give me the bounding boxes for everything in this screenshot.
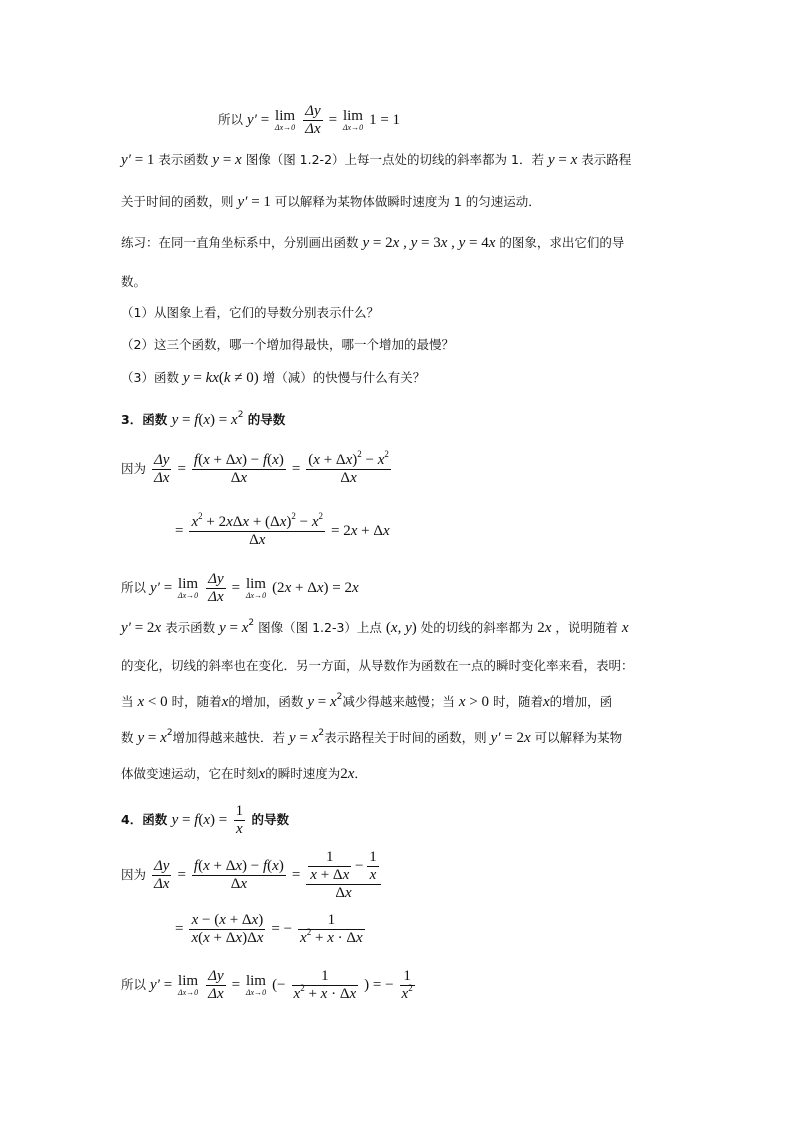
paragraph-line: 的变化，切线的斜率也在变化．另一方面，从导数作为函数在一点的瞬时变化率来看，表明： <box>121 658 634 673</box>
formula-difference-quotient: 因为 $\frac{\Delta y}{\Delta x}$ = $\frac{f(x + \Delta x) - f(x)}{\Delta x}$ = $\frac{(x + \Delta x)^2 - x^2}{\Delta x}$ <box>121 449 389 486</box>
paragraph-line: 数 $y = x^2$增加得越来越快．若 $y = x^2$表示路程关于时间的函数，则 y′ = 2x 可以解释为某物 <box>121 728 623 746</box>
section-heading-4: 4．函数 y = f(x) = $\frac{1}{x}$ 的导数 <box>121 803 289 837</box>
paragraph-line: 当 x < 0 时，随着x的增加，函数 $y = x^2$减少得越来越慢；当 x > 0 时，随着x的增加，函 <box>121 692 613 710</box>
paragraph-line: 体做变速运动，它在时刻x的瞬时速度为2x． <box>121 766 367 782</box>
paragraph-line: y′ = 2x 表示函数 $y = x^2$ 图像（图 1.2-3）上点 (x, y) 处的切线的斜率都为 2x ，说明随着 x <box>121 618 629 636</box>
question-1: （1）从图象上看，它们的导数分别表示什么？ <box>121 305 379 320</box>
formula-line-limit-3: 所以 y′ = lim Δx→0 $\frac{\Delta y}{\Delta x}$ = lim Δx→0 (− $\frac{1}{x^2 + x \cdot \Delta x}$ ) = − $\frac{1}{x^2}$ <box>121 968 413 1002</box>
formula-line-limit-2: 所以 y′ = lim Δx→0 $\frac{\Delta y}{\Delta x}$ = lim Δx→0 (2x + Δx) = 2x <box>121 571 359 605</box>
exercise-line: 数。 <box>121 274 147 289</box>
paragraph-line: y′ = 1 表示函数 y = x 图像（图 1.2-2）上每一点处的切线的斜率都为 1．若 y = x 表示路程 <box>121 152 632 168</box>
question-2: （2）这三个函数，哪一个增加得最快，哪一个增加的最慢？ <box>121 337 454 352</box>
formula-difference-quotient-2: 因为 $\frac{\Delta y}{\Delta x}$ = $\frac{f(x + \Delta x) - f(x)}{\Delta x}$ = $\frac{1}{x + \Delta x}$ − $\frac{1}{x}$ Δx <box>121 849 383 902</box>
question-3: （3）函数 y = kx(k ≠ 0) 增（减）的快慢与什么有关？ <box>121 370 426 386</box>
exercise-line: 练习：在同一直角坐标系中，分别画出函数 y = 2x , y = 3x , y = 4x 的图象，求出它们的导 <box>121 235 625 251</box>
paragraph-line: 关于时间的函数，则 y′ = 1 可以解释为某物体做瞬时速度为 1 的匀速运动． <box>121 194 541 210</box>
section-heading-3: 3．函数 $y = f(x) = x^2$ 的导数 <box>121 410 286 428</box>
formula-line-limit-1: 所以 y′ = lim Δx→0 $\frac{\Delta y}{\Delta x}$ = lim Δx→0 1 = 1 <box>218 103 401 137</box>
formula-simplify: = $\frac{x - (x + \Delta x)}{x(x + \Delta x)\Delta x}$ = − $\frac{1}{x^2 + x \cdot \Delta x}$ <box>175 912 363 946</box>
formula-expansion: = $\frac{x^2 + 2x\Delta x + (\Delta x)^2 - x^2}{\Delta x}$ = 2x + Δx <box>175 511 390 548</box>
